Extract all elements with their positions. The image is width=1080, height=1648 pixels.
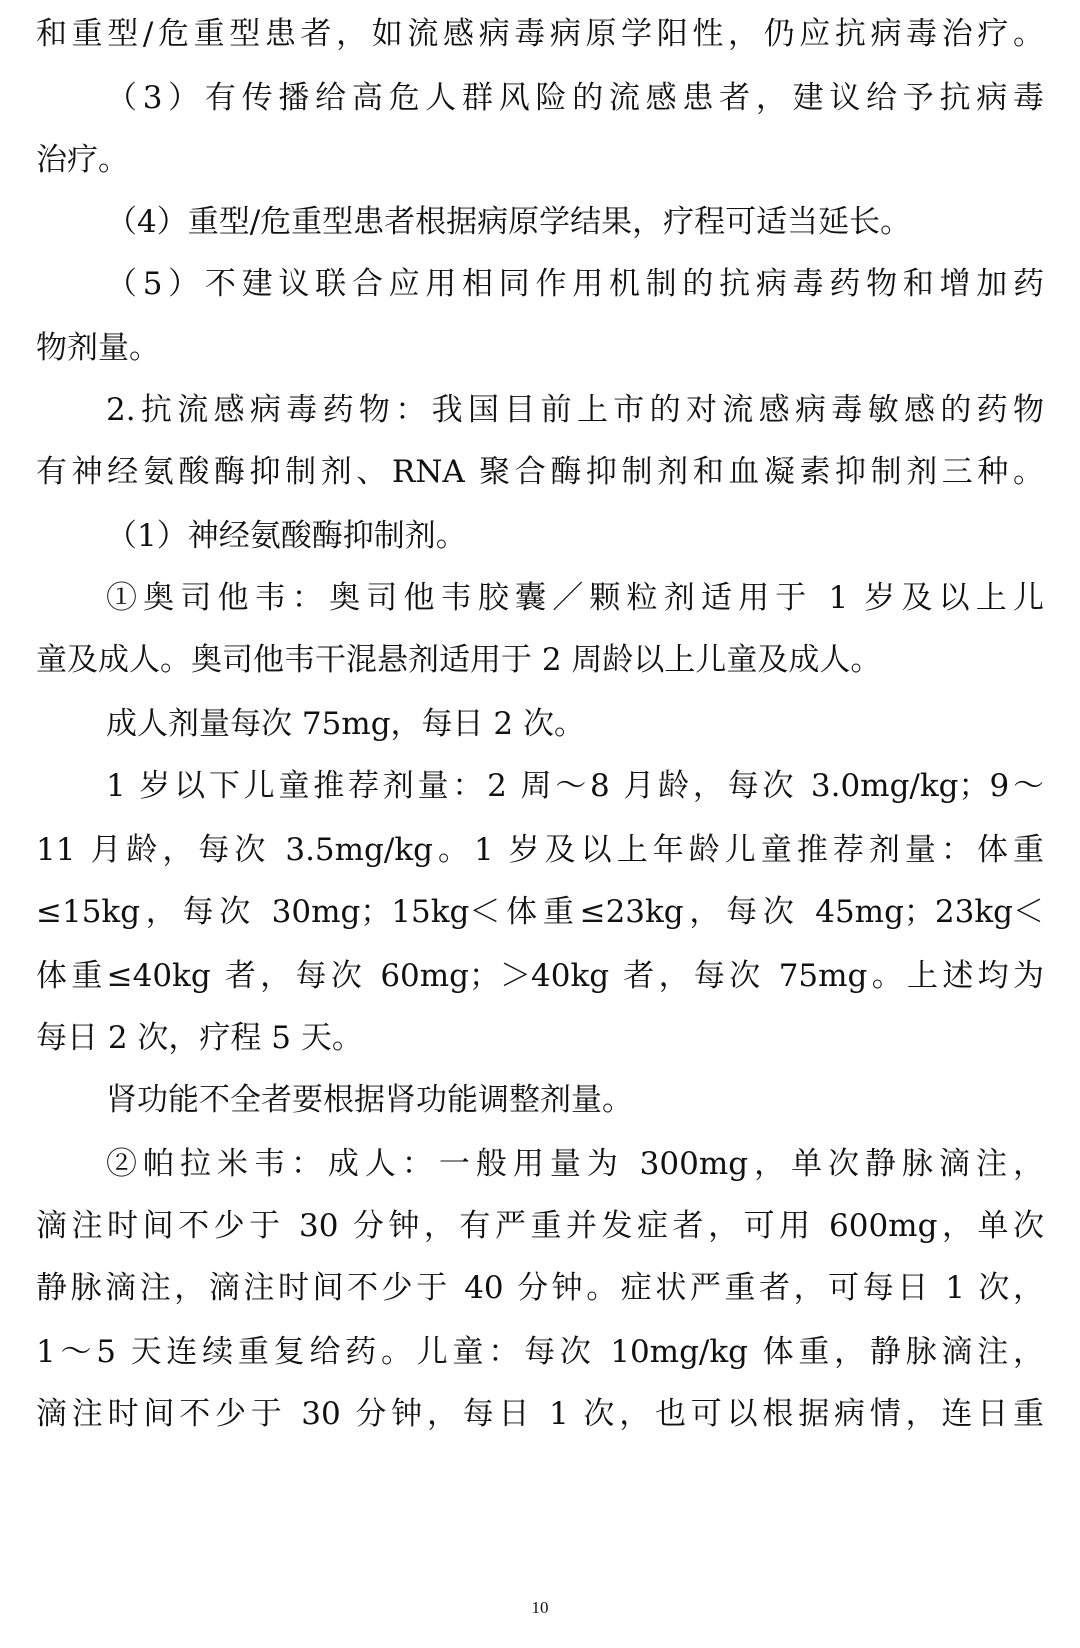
text-line-7: 2.抗流感病毒药物：我国目前上市的对流感病毒敏感的药物 bbox=[106, 392, 1044, 428]
text-line-2: （3）有传播给高危人群风险的流感患者，建议给予抗病毒 bbox=[106, 80, 1044, 116]
text-line-22: 1～5 天连续重复给药。儿童：每次 10mg/kg 体重，静脉滴注， bbox=[36, 1334, 1044, 1370]
text-line-9: （1）神经氨酸酶抑制剂。 bbox=[106, 518, 467, 554]
text-line-21: 静脉滴注，滴注时间不少于 40 分钟。症状严重者，可每日 1 次， bbox=[36, 1270, 1044, 1306]
text-line-4: （4）重型/危重型患者根据病原学结果，疗程可适当延长。 bbox=[106, 204, 912, 240]
text-line-10: ①奥司他韦：奥司他韦胶囊／颗粒剂适用于 1 岁及以上儿 bbox=[106, 580, 1044, 616]
text-line-16: 体重≤40kg 者，每次 60mg；＞40kg 者，每次 75mg。上述均为 bbox=[36, 958, 1044, 994]
text-line-23: 滴注时间不少于 30 分钟，每日 1 次，也可以根据病情，连日重 bbox=[36, 1396, 1044, 1432]
text-line-5: （5）不建议联合应用相同作用机制的抗病毒药物和增加药 bbox=[106, 266, 1044, 302]
page-number: 10 bbox=[531, 1598, 549, 1617]
text-line-6: 物剂量。 bbox=[36, 330, 160, 366]
text-line-13: 1 岁以下儿童推荐剂量：2 周～8 月龄，每次 3.0mg/kg；9～ bbox=[106, 768, 1044, 804]
text-line-1: 和重型/危重型患者，如流感病毒病原学阳性，仍应抗病毒治疗。 bbox=[36, 16, 1044, 52]
text-line-8: 有神经氨酸酶抑制剂、RNA 聚合酶抑制剂和血凝素抑制剂三种。 bbox=[36, 454, 1044, 490]
text-line-11: 童及成人。奥司他韦干混悬剂适用于 2 周龄以上儿童及成人。 bbox=[36, 642, 882, 678]
text-line-15: ≤15kg，每次 30mg；15kg＜体重≤23kg，每次 45mg；23kg＜ bbox=[36, 894, 1044, 930]
text-line-12: 成人剂量每次 75mg，每日 2 次。 bbox=[106, 706, 585, 742]
text-line-14: 11 月龄，每次 3.5mg/kg。1 岁及以上年龄儿童推荐剂量：体重 bbox=[36, 832, 1044, 868]
text-line-19: ②帕拉米韦：成人：一般用量为 300mg，单次静脉滴注， bbox=[106, 1146, 1044, 1182]
text-line-18: 肾功能不全者要根据肾功能调整剂量。 bbox=[106, 1082, 633, 1118]
text-line-17: 每日 2 次，疗程 5 天。 bbox=[36, 1020, 363, 1056]
text-line-3: 治疗。 bbox=[36, 142, 129, 178]
text-line-20: 滴注时间不少于 30 分钟，有严重并发症者，可用 600mg，单次 bbox=[36, 1208, 1044, 1244]
